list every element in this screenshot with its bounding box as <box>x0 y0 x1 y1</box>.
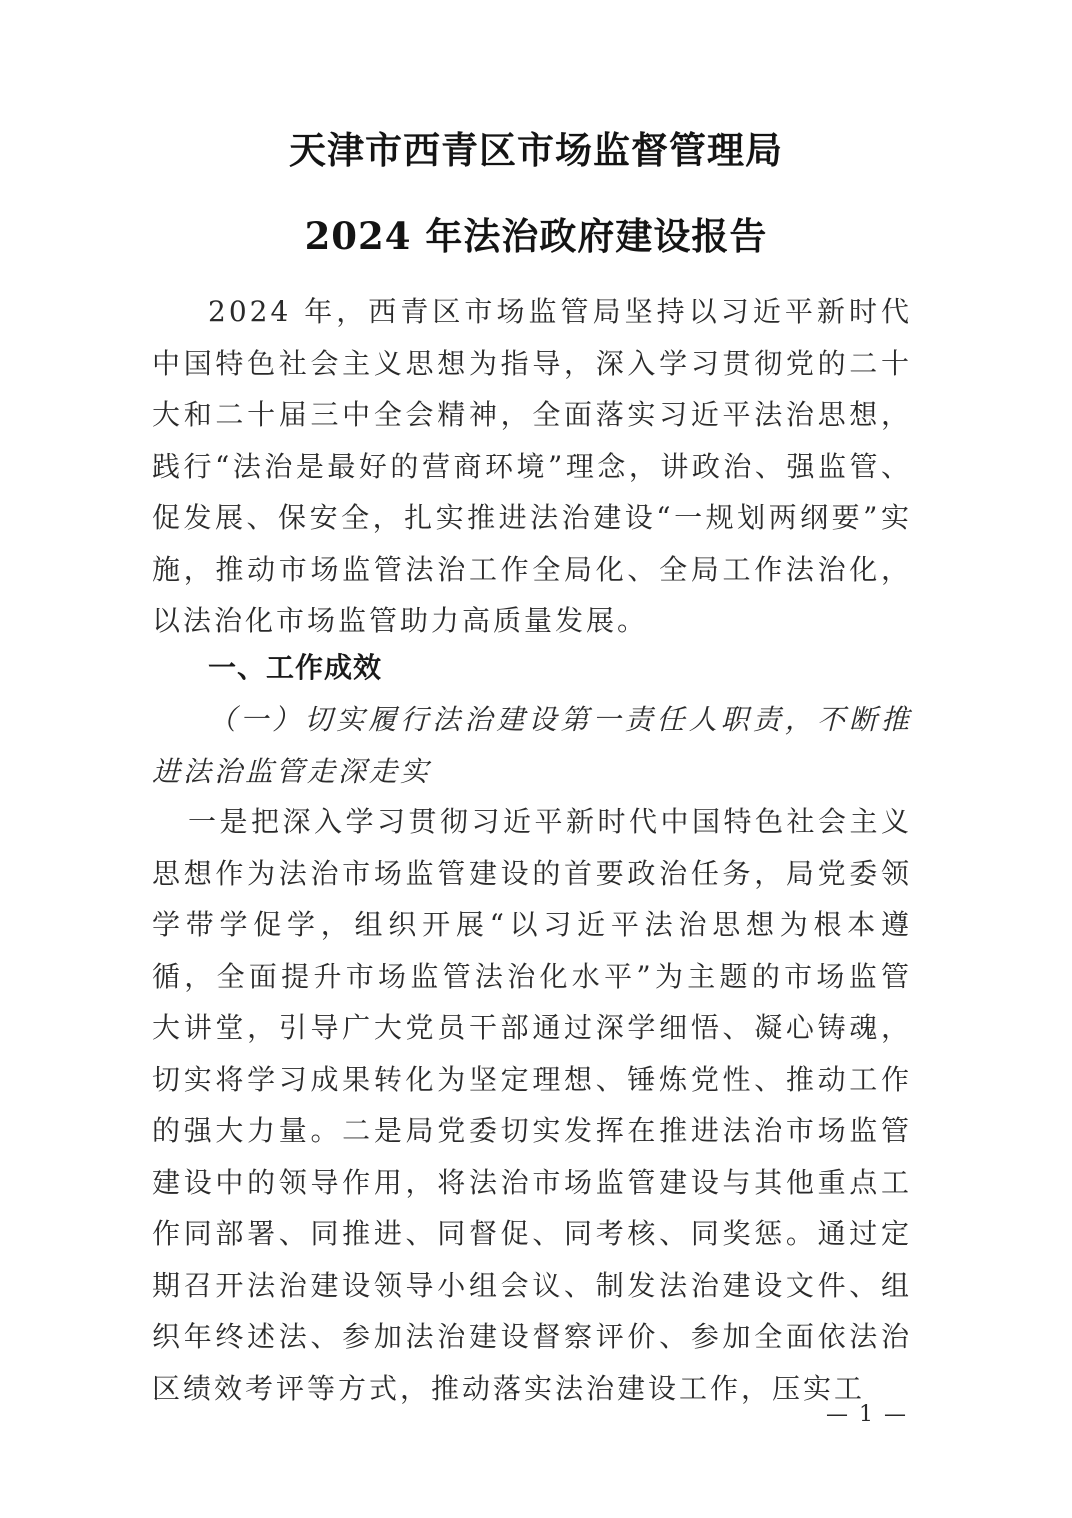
page-number: — 1 — <box>826 1402 908 1427</box>
document-title-line1: 天津市西青区市场监督管理局 <box>289 128 783 172</box>
section-heading: 一、工作成效 <box>208 651 383 684</box>
subsection-heading: （一）切实履行法治建设第一责任人职责，不断推进法治监管走深走实 <box>152 703 912 788</box>
main-paragraph: 一是把深入学习贯彻习近平新时代中国特色社会主义思想作为法治市场监管建设的首要政治任务，局党委领学带学促学，组织开展“以习近平法治思想为根本遵循，全面提升市场监管法治化水平”为主题的市场监管大讲堂，引导广大党员干部通过深学细悟、凝心铸魂，切实将学习成果转化为坚定理想、锤炼党性、推动工作的强大力量。二是局党委切实发挥在推进法治市场监管建设中的领导作用，将法治市场监管建设与其他重点工作同部署、同推进、同督促、同考核、同奖惩。通过定期召开法治建设领导小组会议、制发法治建设文件、组织年终述法、参加法治建设督察评价、参加全面依法治区绩效考评等方式，推动落实法治建设工作，压实工 <box>152 805 912 1405</box>
intro-paragraph: 2024 年，西青区市场监管局坚持以习近平新时代中国特色社会主义思想为指导，深入学习贯彻党的二十大和二十届三中全会精神，全面落实习近平法治思想，践行“法治是最好的营商环境”理念，讲政治、强监管、促发展、保安全，扎实推进法治建设“一规划两纲要”实施，推动市场监管法治工作全局化、全局工作法治化，以法治化市场监管助力高质量发展。 <box>152 295 912 637</box>
document-title-line2: 2024 年法治政府建设报告 <box>304 214 768 258</box>
